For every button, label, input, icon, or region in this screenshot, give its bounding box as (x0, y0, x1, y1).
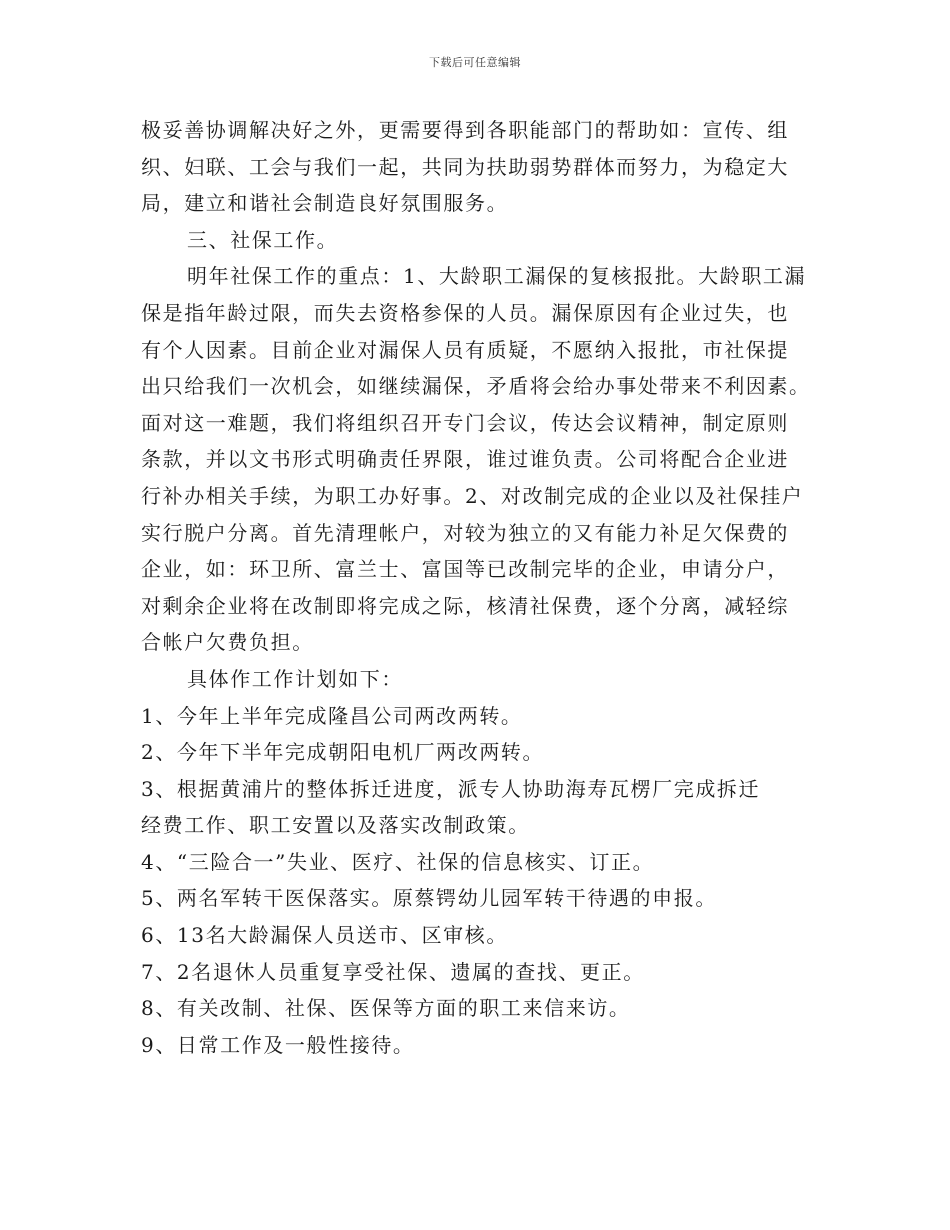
paragraph-line: 保是指年龄过限，而失去资格参保的人员。漏保原因有企业过失，也 (141, 300, 789, 325)
paragraph-line: 极妥善协调解决好之外，更需要得到各职能部门的帮助如：宣传、组 (141, 118, 789, 142)
paragraph-line: 出只给我们一次机会，如继续漏保，矛盾将会给办事处带来不利因素。 (141, 374, 811, 399)
plan-item: 7、2名退休人员重复享受社保、遗属的查找、更正。 (141, 959, 645, 984)
paragraph-line: 对剩余企业将在改制即将完成之际，核清社保费，逐个分离，减轻综 (141, 593, 789, 618)
paragraph-line: 局，建立和谐社会制造良好氛围服务。 (141, 191, 509, 216)
plan-item: 2、今年下半年完成朝阳电机厂两改两转。 (141, 740, 545, 765)
plan-item: 9、日常工作及一般性接待。 (141, 1032, 415, 1057)
plan-item: 8、有关改制、社保、医保等方面的职工来信来访。 (141, 996, 631, 1021)
plan-item: 6、13名大龄漏保人员送市、区审核。 (141, 923, 508, 948)
plan-item: 3、根据黄浦片的整体拆迁进度，派专人协助海寿瓦楞厂完成拆迁 (141, 776, 761, 801)
plan-item: 1、今年上半年完成隆昌公司两改两转。 (141, 703, 523, 728)
paragraph-line: 实行脱户分离。首先清理帐户，对较为独立的又有能力补足欠保费的 (141, 520, 789, 545)
paragraph-line: 织、妇联、工会与我们一起，共同为扶助弱势群体而努力，为稳定大 (141, 154, 789, 179)
paragraph-line: 有个人因素。目前企业对漏保人员有质疑，不愿纳入报批，市社保提 (141, 337, 789, 362)
page-header-note: 下载后可任意编辑 (429, 56, 521, 69)
plan-item: 4、“三险合一”失业、医疗、社保的信息核实、订正。 (141, 849, 655, 874)
paragraph-line: 明年社保工作的重点：1、大龄职工漏保的复核报批。大龄职工漏 (187, 264, 807, 289)
plan-item: 5、两名军转干医保落实。原蔡锷幼儿园军转干待遇的申报。 (141, 886, 717, 911)
plan-intro: 具体作工作计划如下： (187, 666, 403, 691)
paragraph-line: 行补办相关手续，为职工办好事。2、对改制完成的企业以及社保挂户 (141, 483, 804, 508)
paragraph-line: 面对这一难题，我们将组织召开专门会议，传达会议精神，制定原则 (141, 410, 789, 435)
paragraph-line: 企业，如：环卫所、富兰士、富国等已改制完毕的企业，申请分户， (141, 557, 789, 582)
plan-item-continuation: 经费工作、职工安置以及落实改制政策。 (141, 813, 530, 838)
section-heading: 三、社保工作。 (187, 227, 339, 252)
paragraph-line: 合帐户欠费负担。 (141, 630, 314, 655)
document-body (141, 112, 821, 1063)
paragraph-line: 条款，并以文书形式明确责任界限，谁过谁负责。公司将配合企业进 (141, 447, 789, 472)
